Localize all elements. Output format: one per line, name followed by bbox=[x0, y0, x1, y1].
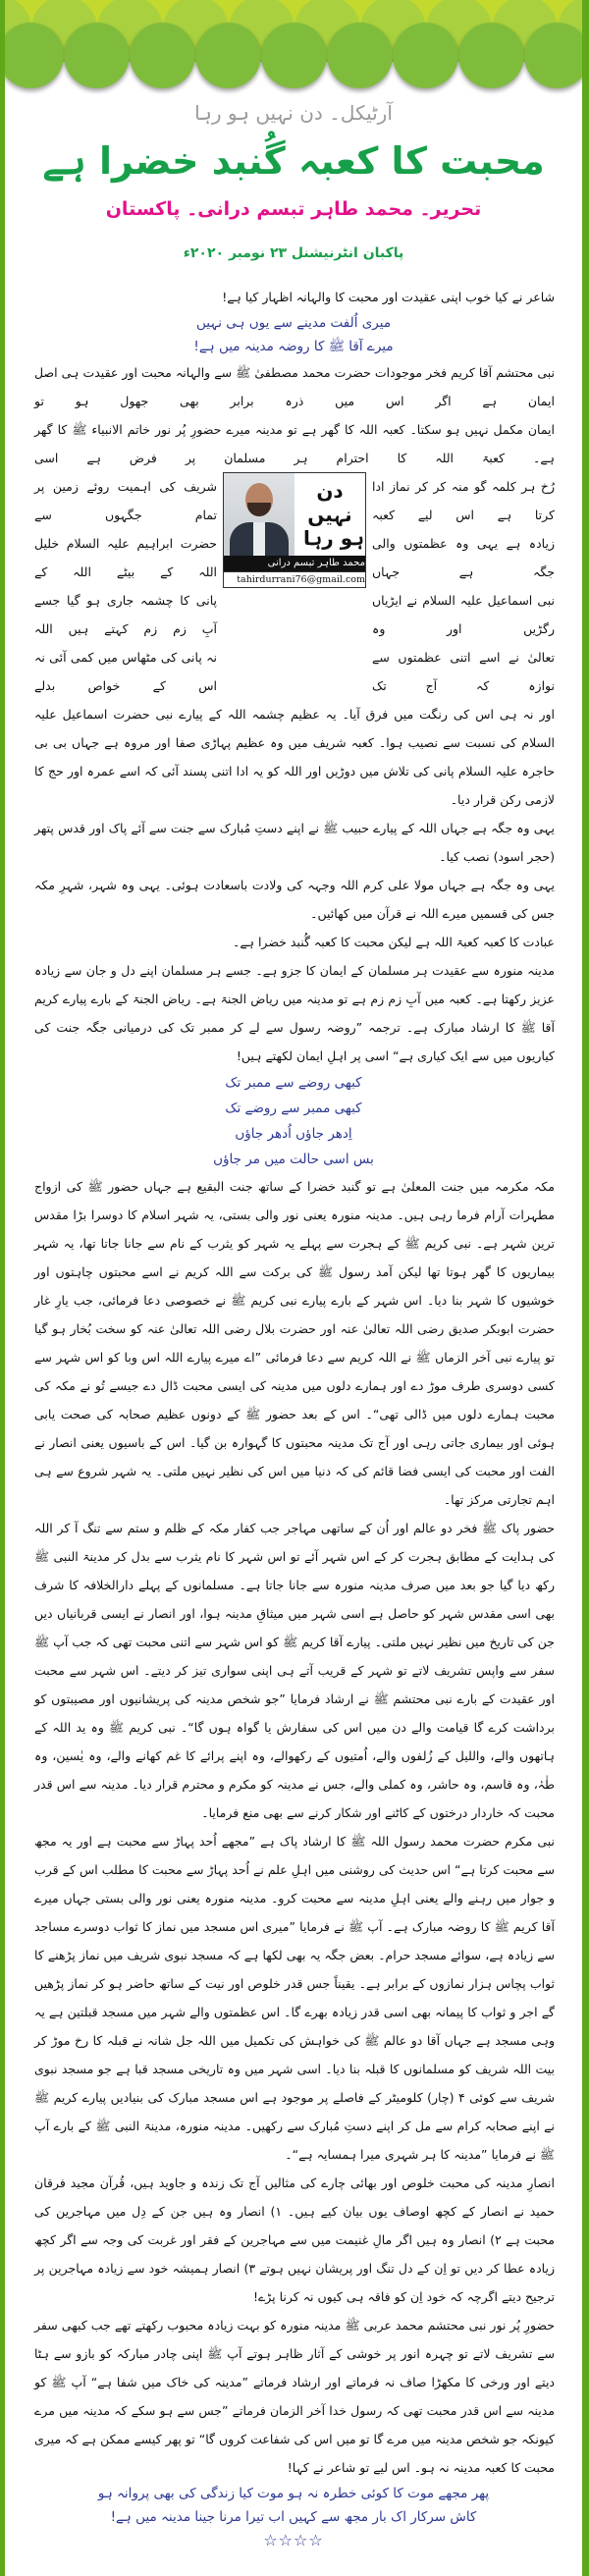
paragraph-line: ایمان مکمل نہیں ہو سکتا۔ کعبہ اللہ کا گھر ہے تو مدینہ میرے حضورِ پُر نور خاتم الانبیاء ﷺ کا گھر ہے۔ کعبۃ اللہ کا احترام ہر مسلمان پر فرض ہے اسی bbox=[34, 422, 555, 465]
paragraph-1 bbox=[34, 358, 555, 814]
article-kicker: آرٹیکل۔ دن نہیں ہو رہا bbox=[194, 101, 393, 125]
wrap-column-right bbox=[372, 472, 555, 700]
verse-2 bbox=[5, 1070, 582, 1172]
paragraph-8 bbox=[34, 2311, 555, 2482]
paragraph-4 bbox=[34, 1172, 555, 1514]
intro-line bbox=[34, 283, 555, 311]
end-stars: ☆☆☆☆ bbox=[263, 2531, 324, 2549]
paragraph-line: حضرت ابراہیم علیہ السلام خلیل اللہ کے بیٹے اللہ کے bbox=[34, 536, 217, 579]
paragraph-text: اور نہ ہی اس کی رنگت میں فرق آیا۔ یہ عظیم چشمہ اللہ کے پیارے نبی حضرت اسماعیل علیہ السلام کی نسبت سے نصیب ہوا۔ کعبہ شریف میں وہ عظیم پہاڑی صفا اور مروہ ہے جہاں بی بی حاجرہ علیہ السلام پانی کی تلاش میں دوڑیں اور اللہ کو یہ ادا اتنی پسند آئی کہ اسے عمرہ اور حج کا لازمی رکن قرار دیا۔ bbox=[34, 707, 555, 807]
paragraph-text: یہی وہ جگہ ہے جہاں اللہ کے پیارے حبیب ﷺ نے اپنے دستِ مُبارک سے جنت سے آئے پاک اور قدس پتھر (حجر اسود) نصب کیا۔ bbox=[34, 821, 555, 864]
paragraph-text: انصارِ مدینہ کی محبت خلوص اور بھائی چارے کی مثالیں آج تک زندہ و جاوید ہیں، قُرآن مجید فرقان حمید نے انصار کے کچھ اوصاف یوں بیان کیے ہیں۔ ۱) انصار وہ ہیں جن کے دِل میں مہاجرین کی محبت ہے ۲) انصار وہ ہیں اگر مالِ غنیمت میں سے مہاجرین کے فقر اور غربت کی وجہ سے اگر کچھ زیادہ عطا کر دیں تو اِن کے دل تنگ اور پریشان نہیں ہوتے ۳) انصار ہمیشہ خود سے زیادہ مہاجرین پر ترجیح دیتے اگرچہ کہ خود اِن کو فاقہ ہی کیوں نہ کرنا پڑے! bbox=[34, 2175, 556, 2304]
verse-line: میرے آقا ﷺ کا روضہ مدینہ میں ہے! bbox=[193, 339, 394, 354]
article-title: محبت کا کعبہ گُنبد خضرا ہے bbox=[42, 139, 545, 183]
article-page bbox=[5, 0, 582, 2576]
paragraph-6 bbox=[34, 1827, 555, 2169]
paragraph-5 bbox=[34, 1514, 555, 1827]
verse-3 bbox=[5, 2482, 582, 2552]
publication-date: پاکبان انٹرنیشنل ۲۳ نومبر ۲۰۲۰ء bbox=[183, 245, 404, 261]
paragraph-3 bbox=[34, 956, 555, 1070]
paragraph-text: حضور پاک ﷺ فخر دو عالم اور اُن کے ساتھی مہاجر جب کفار مکہ کے ظلم و ستم سے تنگ آ کر اللہ کی ہدایت کے مطابق ہجرت کر کے اس شہر آئے تو اس شہر کا نام یثرب سے بدل کر مدینۃ النبی ﷺ رکھ دیا گیا جو بعد میں صرف مدینہ منورہ سے جانا جاتا ہے۔ مسلمانوں کے پہلے دارالخلافہ کا شرف بھی اسی مقدس شہر کو حاصل ہے اسی شہر میں میثاقِ مدینہ ہوا، اور انصار نے ایسی قربانیاں دیں جن کی تاریخ میں نظیر نہیں ملتی۔ پیارے آقا کریم ﷺ کو اس شہر سے اتنی محبت تھی کہ جب آپ ﷺ سفر سے واپس تشریف لاتے تو شہر کے قریب آتے ہی اپنی سواری تیز کر دیتے۔ اس شہر سے محبت اور عقیدت کے بارے نبی محتشم ﷺ نے ارشاد فرمایا ”جو شخص مدینہ کی پریشانیوں اور مصیبتوں کو برداشت کرے گا قیامت والے دن میں اس کی سفارش یا گواہ ہوں گا“۔ نبی کریم ﷺ وہ ید اللہ کے ہاتھوں والے، واللیل کے زُلفوں والے، اُمتیوں کے رکھوالے، وہ اپنے پرائے کا غم کھانے والے، وہ یٰسین، وہ طٰہٰ، وہ قاسم، وہ حاشر، وہ کملی والے، جس نے مدینہ کو مکرم و محترم قرار دیا۔ مدینہ سے اس قدر محبت کہ خاردار درختوں کے کاٹنے اور شکار کرنے سے بھی منع فرمایا۔ bbox=[34, 1521, 555, 1820]
column-logo: دن نہیں ہو رہا bbox=[303, 479, 364, 550]
article-author: تحریر۔ محمد طاہر تبسم درانی۔ پاکستان bbox=[105, 198, 482, 220]
wrap-column-left bbox=[34, 472, 217, 700]
columnist-name: محمد طاہر تبسم درانی bbox=[224, 556, 365, 571]
verse-line: کاش سرکار اک بار مجھ سے کہیں اب تیرا مرنا جینا مدینہ میں ہے! bbox=[110, 2509, 477, 2525]
paragraph-line: زیادہ ہے یہی وہ عظمتوں والی جگہ ہے جہاں bbox=[372, 536, 555, 579]
paragraph-2 bbox=[34, 814, 555, 956]
verse-line: کبھی روضے سے ممبر تک bbox=[225, 1075, 362, 1091]
paragraph-line: نہ پانی کی مٹھاس میں کمی آئی نہ اس کے خواص بدلے bbox=[34, 650, 217, 693]
verse-line: اِدھر جاؤں اُدھر جاؤں bbox=[235, 1126, 352, 1142]
paragraph-line: نبی اسماعیل علیہ السلام نے ایڑیاں رگڑیں اور وہ bbox=[372, 593, 555, 636]
paragraph-line: نبی محتشم آقا کریم فخر موجودات حضرت محمد مصطفیٰ ﷺ سے والہانہ محبت اور عقیدت ہی اصل ایمان ہے اگر اس میں ذرہ برابر بھی جھول ہو تو bbox=[34, 365, 555, 408]
paragraph-7 bbox=[34, 2169, 555, 2311]
paragraph-line: شریف کی اہمیت روئے زمین پر تمام جگہوں سے bbox=[34, 479, 217, 522]
columnist-photo bbox=[224, 473, 294, 556]
paragraph-text: حضورِ پُر نور نبی محتشم محمد عربی ﷺ مدینہ منورہ کو بہت زیادہ محبوب رکھتے تھے جب کبھی سفر سے تشریف لاتے تو چہرہ انور پر خوشی کے آثار ظاہر ہوتے آپ ﷺ اپنی چادر مبارکہ کو بازو سے ہٹا دیتے اور ورخی کا مکھڑا صاف نہ فرماتے اور ارشاد فرماتے ”مدینہ کی خاک میں شفا ہے“ آپ ﷺ کو مدینہ سے اس قدر محبت تھی کہ رسول خدا آخر الزمان فرماتے ”جس سے ہو سکے کہ مدینہ میں مرے کیونکہ جو شخص مدینہ میں مرے گا تو میں اس کی شفاعت کروں گا“ تو پھر کیسے ممکن ہے کہ میری محبت کا کعبہ مدینہ نہ ہو۔ اس لیے تو شاعر نے کہا! bbox=[34, 2318, 555, 2475]
scallop-row bbox=[5, 23, 582, 89]
verse-line: کبھی ممبر سے روضے تک bbox=[225, 1100, 362, 1116]
paragraph-text: مکہ مکرمہ میں جنت المعلیٰ ہے تو گنبد خضرا کے ساتھ جنت البقیع ہے جہاں حضور ﷺ کی ازواج مطہرات آرام فرما رہی ہیں۔ مدینہ منورہ یعنی نور والی بستی، یہ شہر اسلام کا دوسرا بڑا مقدس ترین شہر ہے۔ نبی کریم ﷺ کے ہجرت سے پہلے یہ شہر کو یثرب کے نام سے جانا جاتا تھا، یہ شہر بیماریوں کا گھر ہوتا تھا لیکن آمد رسول ﷺ کی برکت سے اللہ کریم نے اسے محبتوں چاہتوں اور خوشیوں کا شہر بنا دیا۔ اس شہر کے بارے پیارے نبی کریم ﷺ نے خصوصی دعا فرمائی، جب یارِ غار حضرت ابوبکر صدیق رضی اللہ تعالیٰ عنہ اور حضرت بلال رضی اللہ تعالیٰ عنہ کو سخت بُخار ہو گیا تو پیارے نبی آخر الزماں ﷺ نے اللہ کریم سے دعا فرمائی ”اے میرے پیارے اللہ اس وبا کو اس شہر سے کسی دوسری طرف موڑ دے اور ہمارے دلوں میں مدینہ کی ایسی محبت ڈال دے جیسے تُو نے مکہ کی محبت ہمارے دلوں میں ڈالی تھی“۔ اس کے بعد حضور ﷺ کے دونوں عظیم صحابہ کی صحت یابی ہوئی اور بیماری جاتی رہی اور آج تک مدینہ محبتوں کا گہوارہ بن گیا۔ اس کے باسیوں یعنی انصار نے الفت اور محبت کی ایسی فضا قائم کی کہ دنیا میں اس کی نظیر نہیں ملتی۔ یہ شہر شروع سے ہی اہم تجارتی مرکز تھا۔ bbox=[34, 1179, 555, 1507]
intro-text: شاعر نے کیا خوب اپنی عقیدت اور محبت کا والہانہ اظہار کیا ہے! bbox=[222, 290, 555, 304]
verse-line: میری اُلفت مدینے سے یوں ہی نہیں bbox=[195, 315, 392, 331]
paragraph-line: پانی کا چشمہ جاری ہو گیا جسے آبِ زم زم کہتے ہیں اللہ bbox=[34, 593, 217, 636]
paragraph-text: عبادت کا کعبہ کعبۃ اللہ ہے لیکن محبت کا کعبہ گُنبد خضرا ہے۔ bbox=[233, 935, 555, 949]
verse-1 bbox=[5, 311, 582, 358]
paragraph-text: نبی مکرم حضرت محمد رسول اللہ ﷺ کا ارشاد پاک ہے ”مجھے اُحد پہاڑ سے محبت ہے اور یہ مجھ سے محبت کرتا ہے“ اس حدیث کی روشنی میں اہلِ علم نے اُحد پہاڑ سے محبت کا مطلب اس کے قرب و جوار میں رہنے والے یعنی اہلِ مدینہ سے محبت کرو۔ مدینہ منورہ یعنی نور والی بستی جہاں میرے آقا کریم ﷺ کا روضہ مبارک ہے۔ آپ ﷺ نے فرمایا ”میری اس مسجد میں نماز کا ثواب دوسرے مساجد سے زیادہ ہے، سوائے مسجد حرام۔ بعض جگہ یہ بھی لکھا ہے کہ مسجد نبوی شریف میں نماز پڑھنے کا ثواب پچاس ہزار نمازوں کے برابر ہے۔ یقیناً جس قدر خلوص اور نیت کے ساتھ حاضر ہو کر نماز پڑھیں گے اجر و ثواب کا پیمانہ بھی اسی قدر زیادہ بھرے گا۔ اس عظمتوں والے شہر میں مسجد قبلتین ہے یہ وہی مسجد ہے جہاں آقا دو عالم ﷺ کی خواہش کی تکمیل میں اللہ جل شانہ نے قبلہ کا رخ موڑ کر بیت اللہ شریف کو مسلمانوں کا قبلہ بنا دیا۔ اسی شہر میں وہ تاریخی مسجد قبا ہے جو مسجد نبوی شریف سے کوئی ۴ (چار) کلومیٹر کے فاصلے پر موجود ہے اس مسجد مبارک کی بنیادیں پیارے کریم ﷺ نے اپنے صحابہ کرام سے مل کر اپنے دستِ مُبارک سے رکھیں۔ مدینہ منورہ، مدینۃ النبی ﷺ کے بارے آپ ﷺ نے فرمایا ”مدینہ کا ہر شہری میرا ہمسایہ ہے“۔ bbox=[34, 1834, 555, 2162]
paragraph-line: تعالیٰ نے اسے اتنی عظمتوں سے نوازہ کہ آج تک bbox=[372, 650, 555, 693]
paragraph-wrap-around-card bbox=[34, 472, 555, 700]
columnist-card bbox=[223, 472, 366, 588]
columnist-email[interactable]: tahirdurrani76@gmail.com bbox=[224, 571, 365, 587]
paragraph-text: یہی وہ جگہ ہے جہاں مولا علی کرم اللہ وجہہ کی ولادت باسعادت ہوئی۔ یہی وہ شہر، شہرِ مکہ جس کی قسمیں میرے اللہ نے قرآن میں کھائیں۔ bbox=[34, 878, 555, 921]
paragraph-text: مدینہ منورہ سے عقیدت ہر مسلمان کے ایمان کا جزو ہے۔ جسے ہر مسلمان اپنے دل و جان سے زیادہ عزیز رکھتا ہے۔ کعبہ میں آبِ زم زم ہے تو مدینہ میں ریاض الجنۃ ہے۔ ریاض الجنۃ کے بارے پیارے کریم آقا ﷺ کا ارشاد مبارک ہے۔ ترجمہ ”روضہ رسول سے لے کر ممبر تک کی درمیانی جگہ جنت کی کیاریوں میں سے ایک کیاری ہے“ اسی پر اہلِ ایمان لکھتے ہیں! bbox=[34, 963, 555, 1063]
verse-line: پھر مجھے موت کا کوئی خطرہ نہ ہو موت کیا زندگی کی بھی پروانہ ہو bbox=[97, 2486, 490, 2501]
scalloped-header-decoration bbox=[5, 0, 582, 98]
paragraph-line: رُخ ہر کلمہ گو منہ کر کر نماز ادا کرتا ہے اس لیے کعبہ bbox=[372, 479, 555, 522]
verse-line: بس اسی حالت میں مر جاؤں bbox=[213, 1152, 374, 1167]
